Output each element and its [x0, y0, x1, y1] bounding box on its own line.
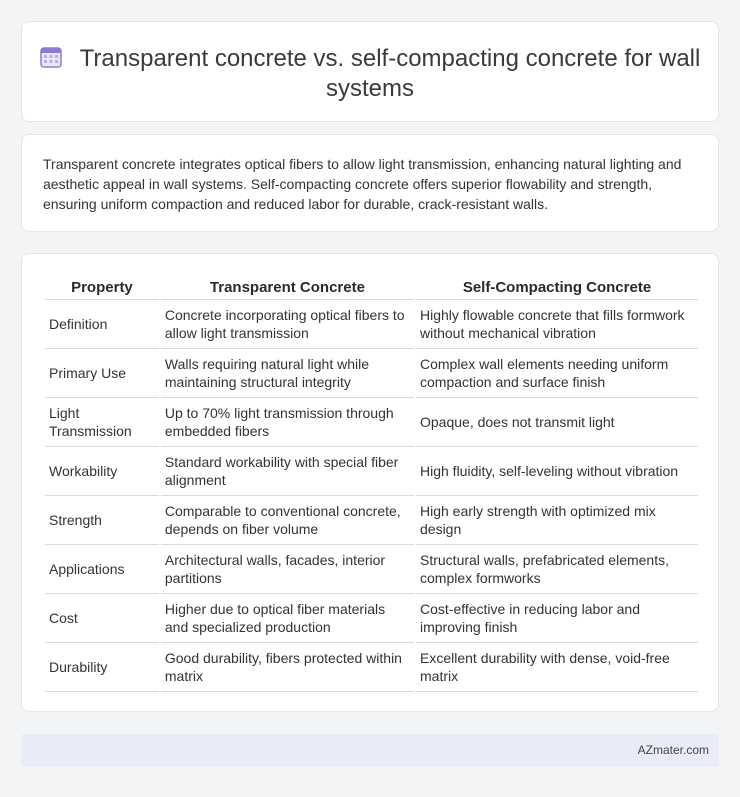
transparent-cell: Walls requiring natural light while maintaining structural integrity [161, 349, 414, 398]
self-compacting-cell: High early strength with optimized mix design [416, 496, 698, 545]
table-row [45, 545, 698, 594]
property-cell: Light Transmission [45, 398, 159, 447]
table-row [45, 300, 698, 349]
transparent-cell: Concrete incorporating optical fibers to allow light transmission [161, 300, 414, 349]
property-cell: Applications [45, 545, 159, 594]
intro-text: Transparent concrete integrates optical fibers to allow light transmission, enhancing natural lighting and aesthetic appeal in wall systems. Self-compacting concrete offers superior flowability and strength, ensuring uniform compaction and reduced labor for durable, crack-resistant walls. [43, 156, 682, 212]
self-compacting-cell: Excellent durability with dense, void-free matrix [416, 643, 698, 692]
table-row [45, 643, 698, 692]
self-compacting-cell: Complex wall elements needing uniform compaction and surface finish [416, 349, 698, 398]
title-card [21, 21, 719, 122]
table-row [45, 594, 698, 643]
column-header-transparent: Transparent Concrete [161, 276, 414, 300]
transparent-cell: Up to 70% light transmission through embedded fibers [161, 398, 414, 447]
page-title-block [22, 44, 718, 104]
intro-card [21, 134, 719, 232]
property-cell: Cost [45, 594, 159, 643]
column-header-self-compacting: Self-Compacting Concrete [416, 276, 698, 300]
transparent-cell: Good durability, fibers protected within matrix [161, 643, 414, 692]
property-cell: Strength [45, 496, 159, 545]
transparent-cell: Higher due to optical fiber materials and specialized production [161, 594, 414, 643]
page-title: Transparent concrete vs. self-compacting concrete for wall systems [79, 45, 701, 102]
self-compacting-cell: High fluidity, self-leveling without vibration [416, 447, 698, 496]
transparent-cell: Standard workability with special fiber alignment [161, 447, 414, 496]
self-compacting-cell: Highly flowable concrete that fills formwork without mechanical vibration [416, 300, 698, 349]
table-row [45, 496, 698, 545]
table-row [45, 349, 698, 398]
self-compacting-cell: Opaque, does not transmit light [416, 398, 698, 447]
comparison-table-card [21, 253, 719, 712]
column-header-property: Property [45, 276, 159, 300]
calendar-grid-icon [40, 46, 62, 68]
table-row [45, 398, 698, 447]
table-header-row [45, 276, 698, 300]
property-cell: Durability [45, 643, 159, 692]
table-row [45, 447, 698, 496]
property-cell: Definition [45, 300, 159, 349]
property-cell: Workability [45, 447, 159, 496]
transparent-cell: Architectural walls, facades, interior partitions [161, 545, 414, 594]
transparent-cell: Comparable to conventional concrete, depends on fiber volume [161, 496, 414, 545]
comparison-table [43, 276, 700, 692]
property-cell: Primary Use [45, 349, 159, 398]
footer-brand: AZmater.com [637, 743, 709, 757]
self-compacting-cell: Structural walls, prefabricated elements, complex formworks [416, 545, 698, 594]
footer-bar [21, 734, 719, 767]
self-compacting-cell: Cost-effective in reducing labor and improving finish [416, 594, 698, 643]
